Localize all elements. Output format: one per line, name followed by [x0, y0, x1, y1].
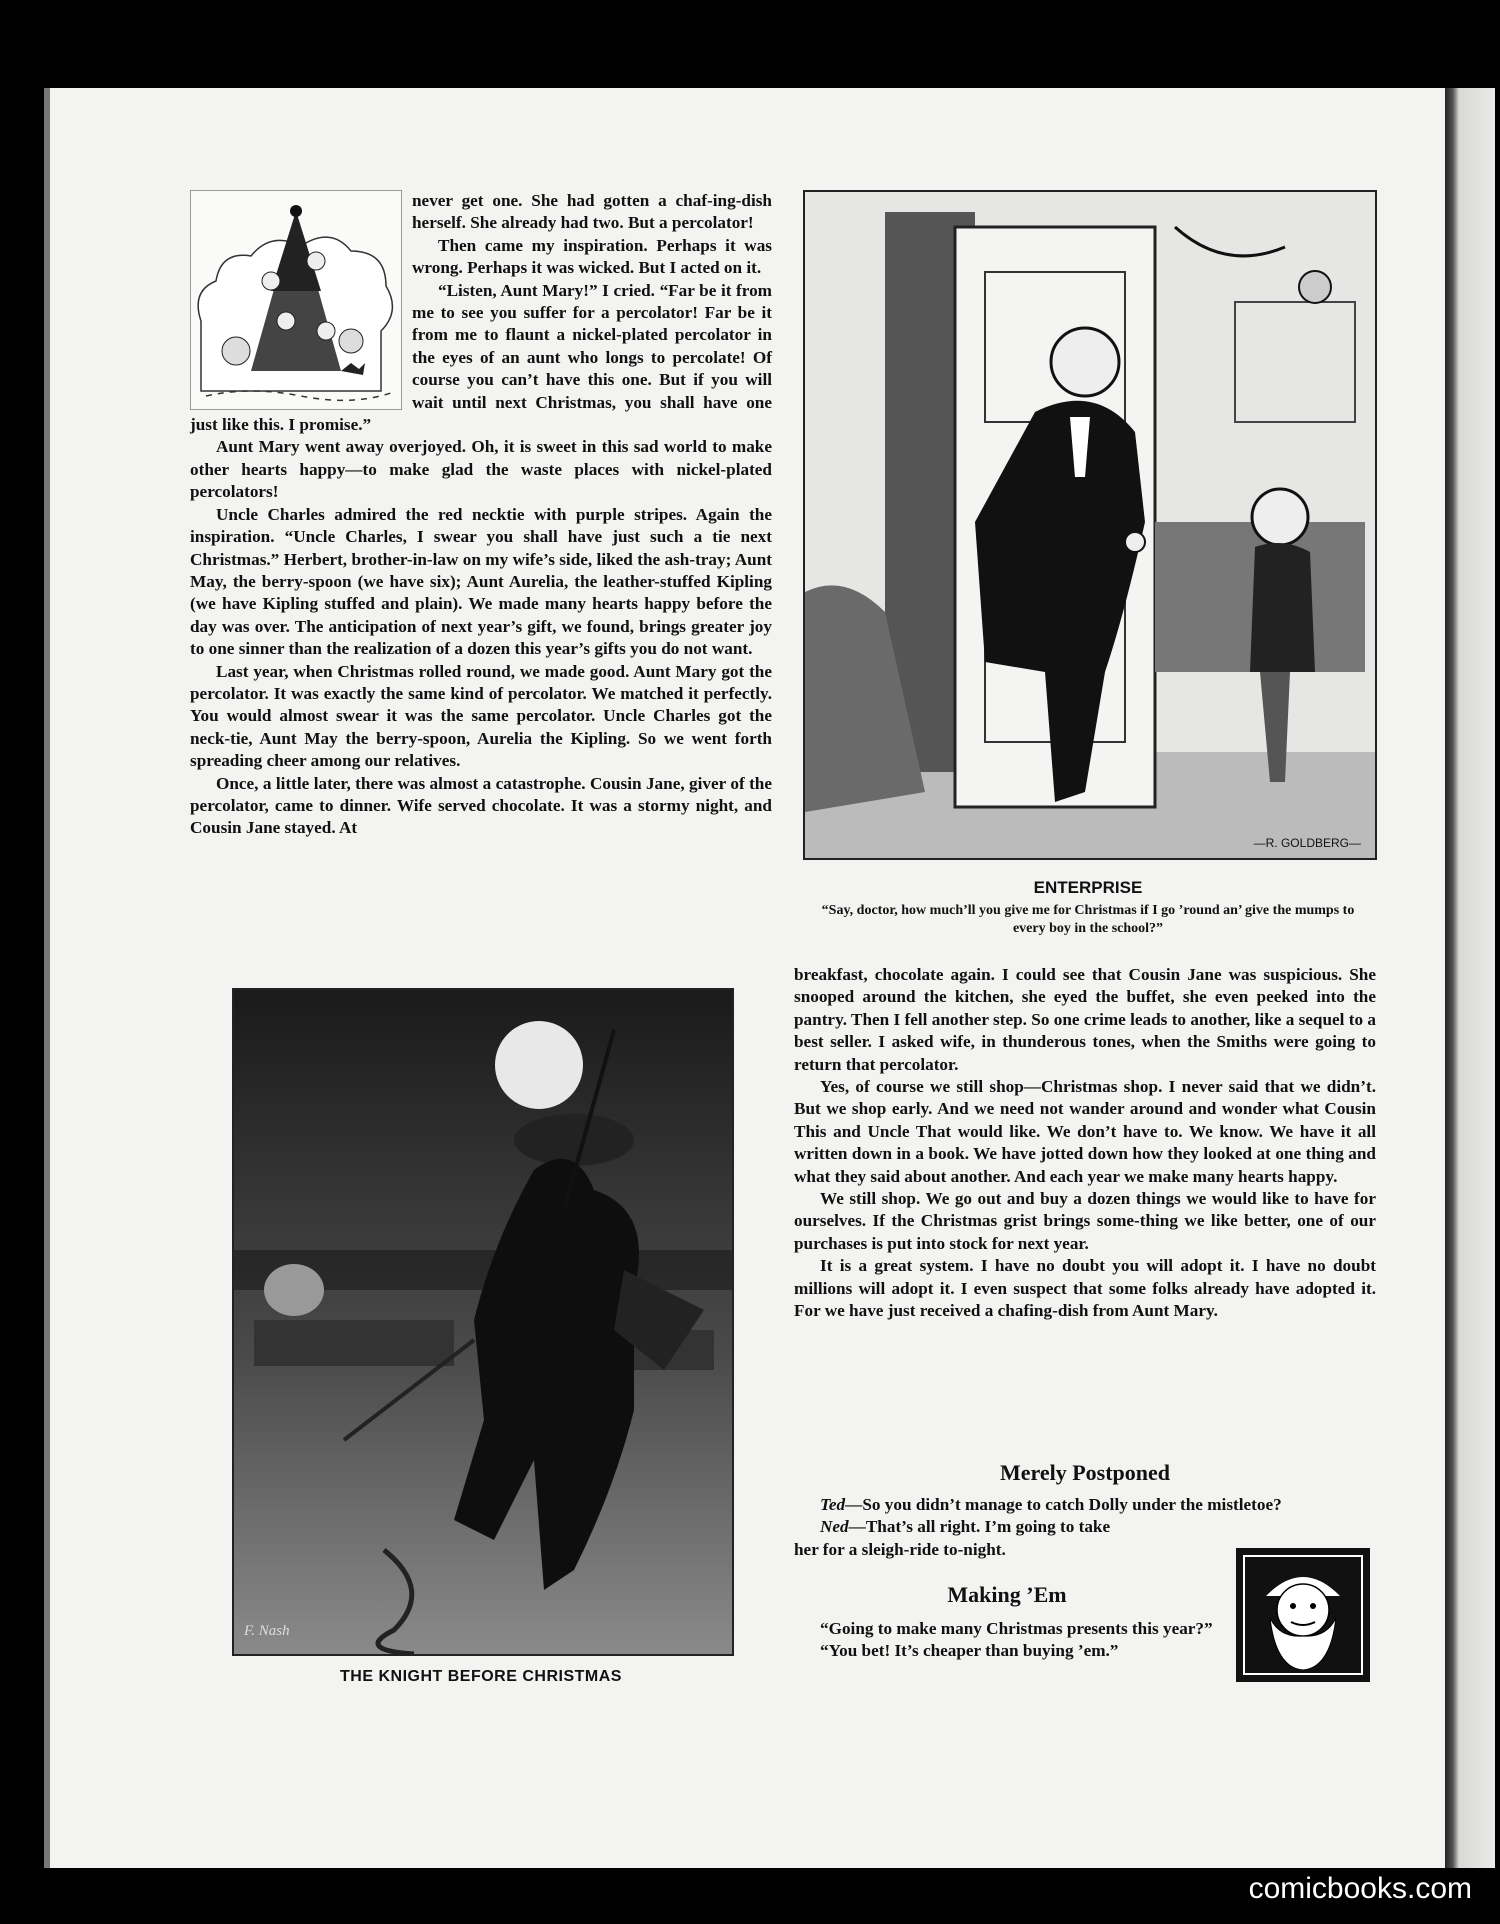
knight-illustration	[232, 988, 734, 1656]
page-gutter	[1445, 88, 1495, 1868]
paragraph: breakfast, chocolate again. I could see that Cousin Jane was suspicious. She snooped around the kitchen, she eyed the buffet, she even peeked into the pantry. Then I fell another step. So one crime leads to another, like a sequel to a best seller. I asked wife, in thunderous tones, when the Smiths were going to return that percolator.	[794, 965, 1376, 1074]
dialogue-line	[794, 1516, 1376, 1538]
doctor-and-boy-icon	[805, 192, 1375, 858]
dialogue-line	[794, 1494, 1376, 1516]
enterprise-illustration	[803, 190, 1377, 860]
paragraph: “Listen, Aunt Mary!” I cried. “Far be it from me to see you suffer for a percolator! Far be it from me to flaunt a nickel-plated percolator in the eyes of an aunt who longs to percolate! Of course you can’t have this one. But if you will wait until next Christmas, you shall have one just like this. I promise.”	[190, 280, 772, 435]
santa-illustration	[1236, 1548, 1370, 1682]
site-watermark: comicbooks.com	[1248, 1872, 1472, 1905]
christmas-tree-icon	[191, 191, 401, 409]
dialogue-line: “You bet! It’s cheaper than buying ’em.”	[820, 1641, 1119, 1661]
making-em-joke	[794, 1618, 1220, 1663]
knight-on-rooftop-icon	[234, 990, 732, 1654]
santa-face-icon	[1236, 1548, 1370, 1682]
christmas-tree-illustration	[190, 190, 402, 410]
enterprise-title: ENTERPRISE	[1033, 878, 1143, 897]
dialogue-line: her for a sleigh-ride to-night.	[794, 1539, 1006, 1559]
artist-signature: F. Nash	[244, 1623, 290, 1639]
paragraph: Last year, when Christmas rolled round, we made good. Aunt Mary got the percolator. It was exactly the same kind of percolator. We matched it perfectly. You would almost swear it was the same percolator. Uncle Charles got the neck-tie, Aunt May the berry-spoon, Aurelia the Kipling. So we went forth spreading cheer among our relatives.	[190, 661, 772, 771]
speaker-name: Ted	[820, 1495, 846, 1514]
artist-signature: —R. GOLDBERG—	[1253, 836, 1361, 850]
article-right-column	[794, 964, 1376, 1323]
paragraph: Aunt Mary went away overjoyed. Oh, it is sweet in this sad world to make other hearts happy—to make glad the waste places with nickel-plated percolators!	[190, 437, 772, 502]
dialogue-text: —So you didn’t manage to catch Dolly under the mistletoe?	[845, 1495, 1282, 1514]
dialogue-line: “Going to make many Christmas presents this year?”	[820, 1619, 1213, 1638]
paragraph: Uncle Charles admired the red necktie with purple stripes. Again the inspiration. “Uncle Charles, I swear you shall have just such a tie next Christmas.” Herbert, brother-in-law on my wife’s side, liked the ash-tray; Aunt May, the berry-spoon (we have six); Aunt Aurelia, the leather-stuffed Kipling (we have Kipling stuffed and plain). We made many hearts happy before the day was over. The anticipation of next year’s gift, we found, brings greater joy to one sinner than the realization of a dozen this year’s gifts you do not want.	[190, 504, 772, 659]
knight-caption: THE KNIGHT BEFORE CHRISTMAS	[340, 1668, 622, 1685]
making-em-title: Making ’Em	[947, 1582, 1067, 1607]
enterprise-caption: “Say, doctor, how much’ll you give me for Christmas if I go ’round an’ give the mumps to every boy in the school?”	[821, 903, 1355, 936]
paragraph: Once, a little later, there was almost a catastrophe. Cousin Jane, giver of the percolator, came to dinner. Wife served chocolate. It was a stormy night, and Cousin Jane stayed. At	[190, 773, 772, 838]
paragraph: Yes, of course we still shop—Christmas shop. I never said that we didn’t. But we shop early. And we need not wander around and wonder what Cousin This and Uncle That would like. We don’t have to. We know. We have it all written down in a book. We have jotted down how they looked at one thing and what they said about another. And each year we make many hearts happy.	[794, 1077, 1376, 1186]
merely-postponed-title: Merely Postponed	[999, 1460, 1171, 1485]
speaker-name: Ned	[820, 1517, 849, 1537]
paragraph: We still shop. We go out and buy a dozen things we would like to have for ourselves. If the Christmas grist brings some-thing we like better, one of our purchases is put into stock for next year.	[794, 1189, 1376, 1253]
dialogue-text: —That’s all right. I’m going to take	[848, 1517, 1111, 1537]
article-left-column	[190, 190, 772, 840]
paragraph: Then came my inspiration. Perhaps it was wrong. Perhaps it was wicked. But I acted on it.	[412, 235, 772, 278]
paragraph: never get one. She had gotten a chaf-ing-dish herself. She already had two. But a percolator!	[412, 191, 772, 233]
paragraph: It is a great system. I have no doubt you will adopt it. I have no doubt millions will adopt it. I even suspect that some folks already have adopted it. For we have just received a chafing-dish from Aunt Mary.	[794, 1256, 1376, 1321]
